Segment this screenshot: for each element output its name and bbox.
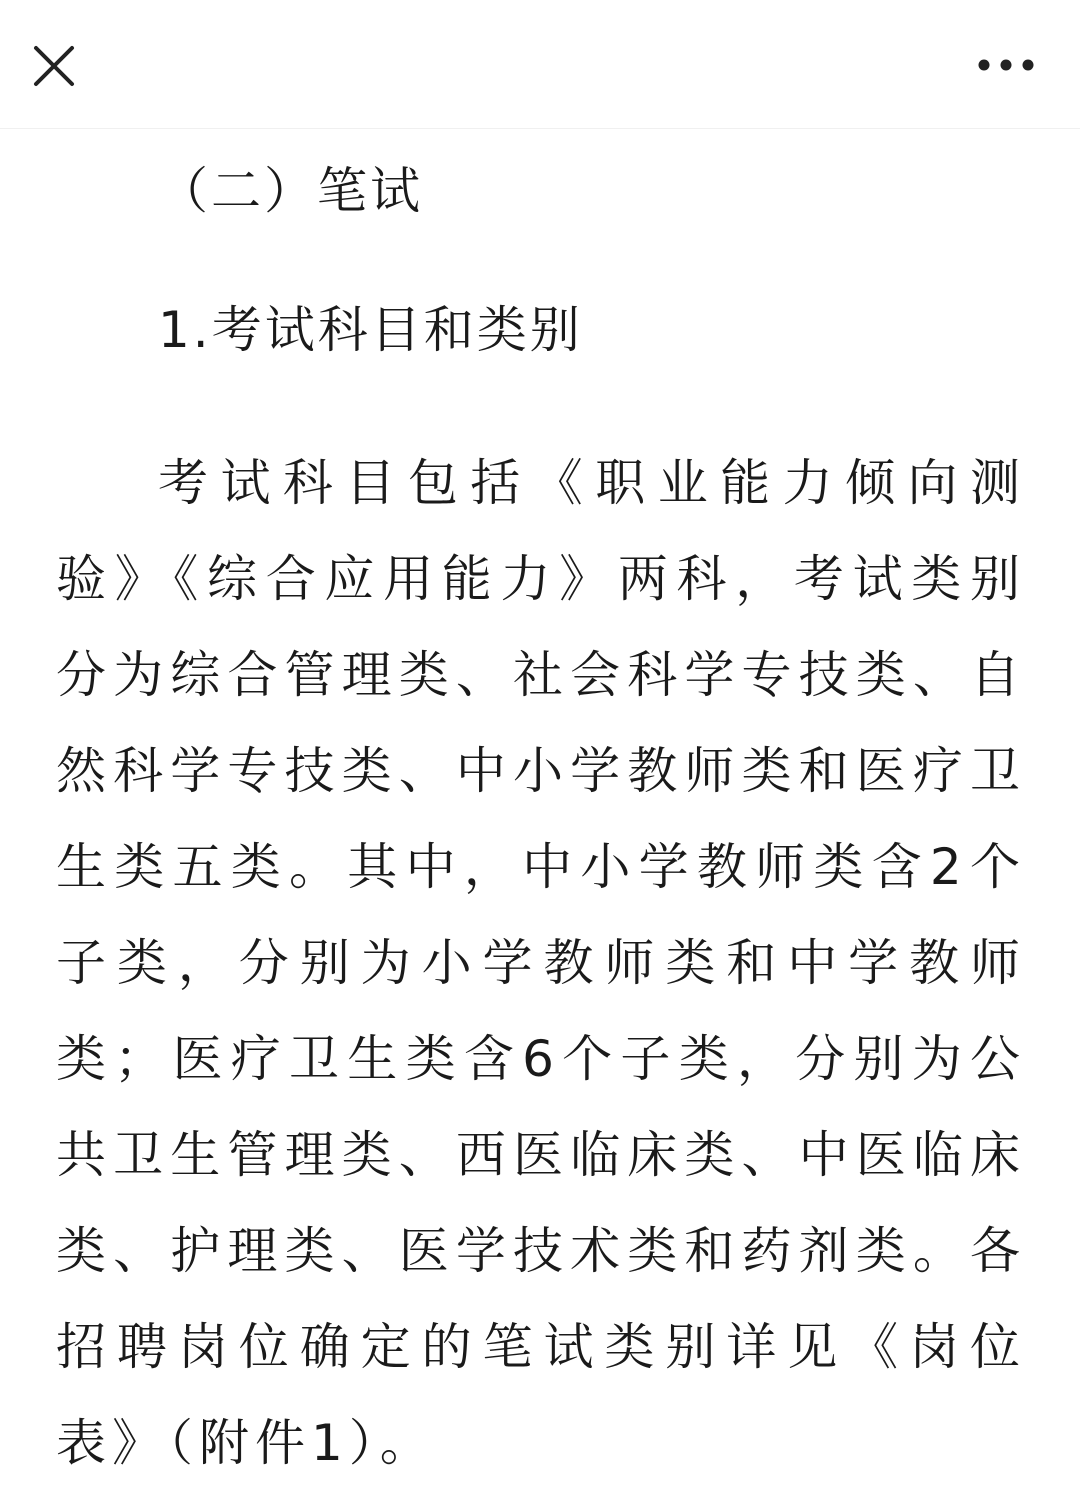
- article-content: [56, 128, 1026, 1491]
- top-navigation-bar: [0, 0, 1080, 129]
- close-icon: [22, 34, 86, 98]
- more-icon: [966, 34, 1046, 98]
- sub-heading: 1.考试科目和类别: [158, 301, 583, 359]
- close-button[interactable]: [22, 34, 86, 98]
- body-paragraph: 考试科目包括《职业能力倾向测验》《综合应用能力》两科，考试类别分为综合管理类、社会科学专技类、自然科学专技类、中小学教师类和医疗卫生类五类。其中，中小学教师类含2个子类，分别为小学教师类和中学教师类；医疗卫生类含6个子类，分别为公共卫生管理类、西医临床类、中医临床类、护理类、医学技术类和药剂类。各招聘岗位确定的笔试类别详见《岗位表》（附件1）。: [56, 454, 1026, 1472]
- section-heading: （二）笔试: [158, 162, 423, 220]
- more-options-button[interactable]: [966, 34, 1046, 98]
